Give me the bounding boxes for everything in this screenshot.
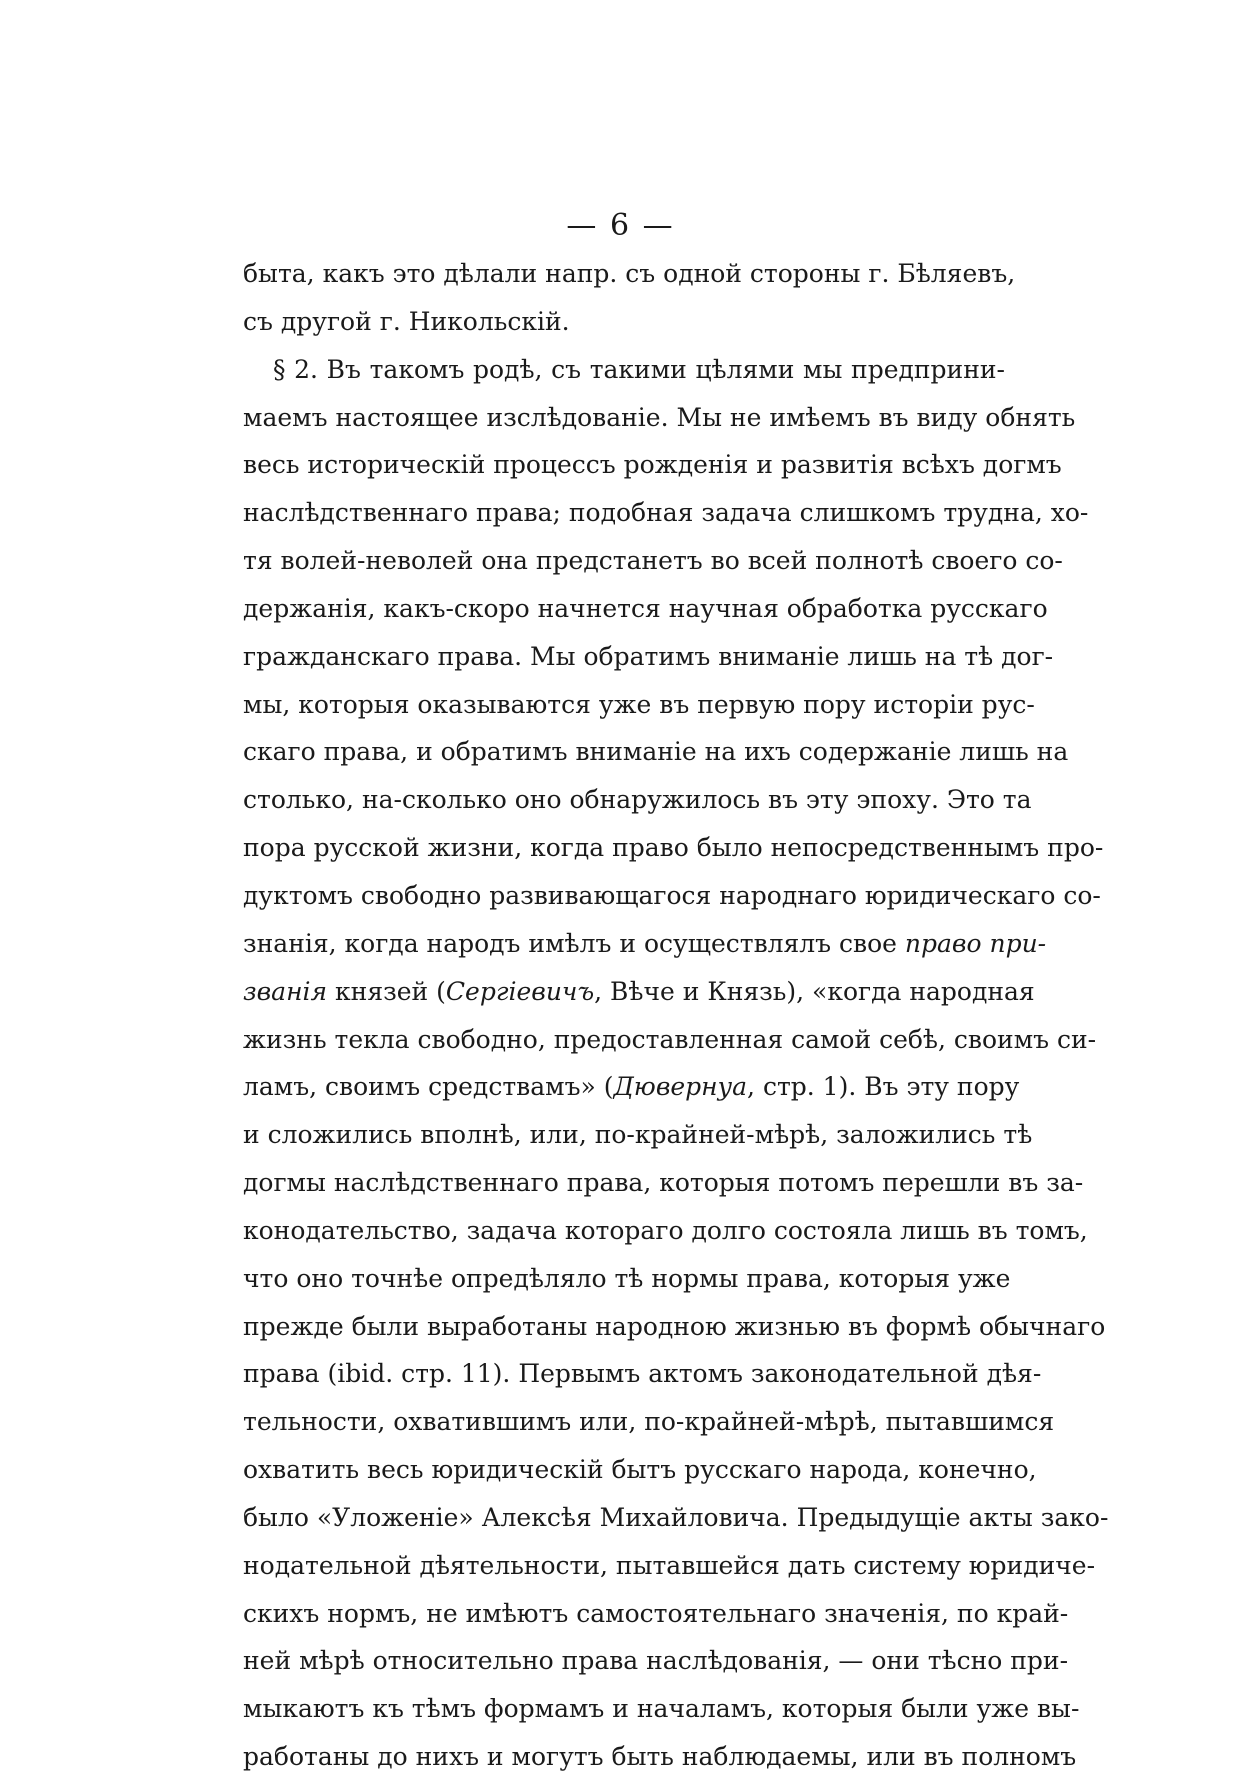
text-line: скаго права, и обратимъ вниманіе на ихъ содержаніе лишь на	[243, 737, 1069, 767]
text-line: что оно точнѣе опредѣляло тѣ нормы права, которыя уже	[243, 1263, 1011, 1293]
section-heading-line: § 2. Въ такомъ родѣ, съ такими цѣлями мы предприни-	[273, 354, 1005, 384]
text-line: дуктомъ свободно развивающагося народнаго юридическаго со-	[243, 880, 1101, 910]
text-line: ламъ, своимъ средствамъ» (Дювернуа, стр. 1). Въ эту пору	[243, 1072, 1020, 1102]
text-line: столько, на-сколько оно обнаружилось въ эту эпоху. Это та	[243, 785, 1032, 815]
italic-phrase: право при-	[904, 928, 1047, 958]
text-line: и сложились вполнѣ, или, по-крайней-мѣрѣ, заложились тѣ	[243, 1120, 1033, 1150]
text-line: гражданскаго права. Мы обратимъ вниманіе лишь на тѣ дог-	[243, 641, 1054, 671]
text-line: маемъ настоящее изслѣдованіе. Мы не имѣемъ въ виду обнять	[243, 402, 1076, 432]
text-line: съ другой г. Никольскій.	[243, 306, 570, 336]
italic-phrase: званія	[243, 976, 328, 1006]
text-line: охватить весь юридическій бытъ русскаго народа, конечно,	[243, 1455, 1037, 1485]
text-line: быта, какъ это дѣлали напр. съ одной стороны г. Бѣляевъ,	[243, 259, 1016, 288]
text-line: тя волей-неволей она предстанетъ во всей полнотѣ своего со-	[243, 546, 1063, 576]
text-line: нодательной дѣятельности, пытавшейся дать систему юридиче-	[243, 1550, 1096, 1580]
text-line: было «Уложеніе» Алексѣя Михайловича. Предыдущіе акты зако-	[243, 1502, 1109, 1532]
text-line: пора русской жизни, когда право было непосредственнымъ про-	[243, 833, 1104, 863]
text-line: держанія, какъ-скоро начнется научная обработка русскаго	[243, 593, 1048, 623]
text-line: работаны до нихъ и могутъ быть наблюдаемы, или въ полномъ	[243, 1742, 1077, 1772]
cited-author: Сергіевичъ	[445, 976, 595, 1006]
text-line: ней мѣрѣ относительно права наслѣдованія, — они тѣсно при-	[243, 1646, 1069, 1676]
text-line: мы, которыя оказываются уже въ первую пору исторіи рус-	[243, 689, 1035, 719]
text-line: жизнь текла свободно, предоставленная самой себѣ, своимъ си-	[243, 1024, 1097, 1054]
text-line: наслѣдственнаго права; подобная задача слишкомъ трудна, хо-	[243, 498, 1089, 528]
text-line: скихъ нормъ, не имѣютъ самостоятельнаго значенія, по край-	[243, 1598, 1069, 1628]
page-number: — 6 —	[566, 208, 675, 243]
text-line: права (ibid. стр. 11). Первымъ актомъ законодательной дѣя-	[243, 1359, 1042, 1389]
cited-author: Дювернуа	[613, 1072, 748, 1102]
body-text	[243, 250, 1109, 1781]
text-line: догмы наслѣдственнаго права, которыя потомъ перешли въ за-	[243, 1168, 1084, 1198]
text-line: прежде были выработаны народною жизнью въ формѣ обычнаго	[243, 1311, 1106, 1341]
text-line: знанія, когда народъ имѣлъ и осуществлялъ свое право при-	[243, 928, 1047, 958]
text-line: званія князей (Сергіевичъ, Вѣче и Князь), «когда народная	[243, 976, 1035, 1006]
text-line: весь историческій процессъ рожденія и развитія всѣхъ догмъ	[243, 450, 1062, 480]
text-line: мыкаютъ къ тѣмъ формамъ и началамъ, которыя были уже вы-	[243, 1694, 1080, 1724]
text-line: тельности, охватившимъ или, по-крайней-мѣрѣ, пытавшимся	[243, 1407, 1055, 1437]
text-line: конодательство, задача котораго долго состояла лишь въ томъ,	[243, 1215, 1088, 1245]
